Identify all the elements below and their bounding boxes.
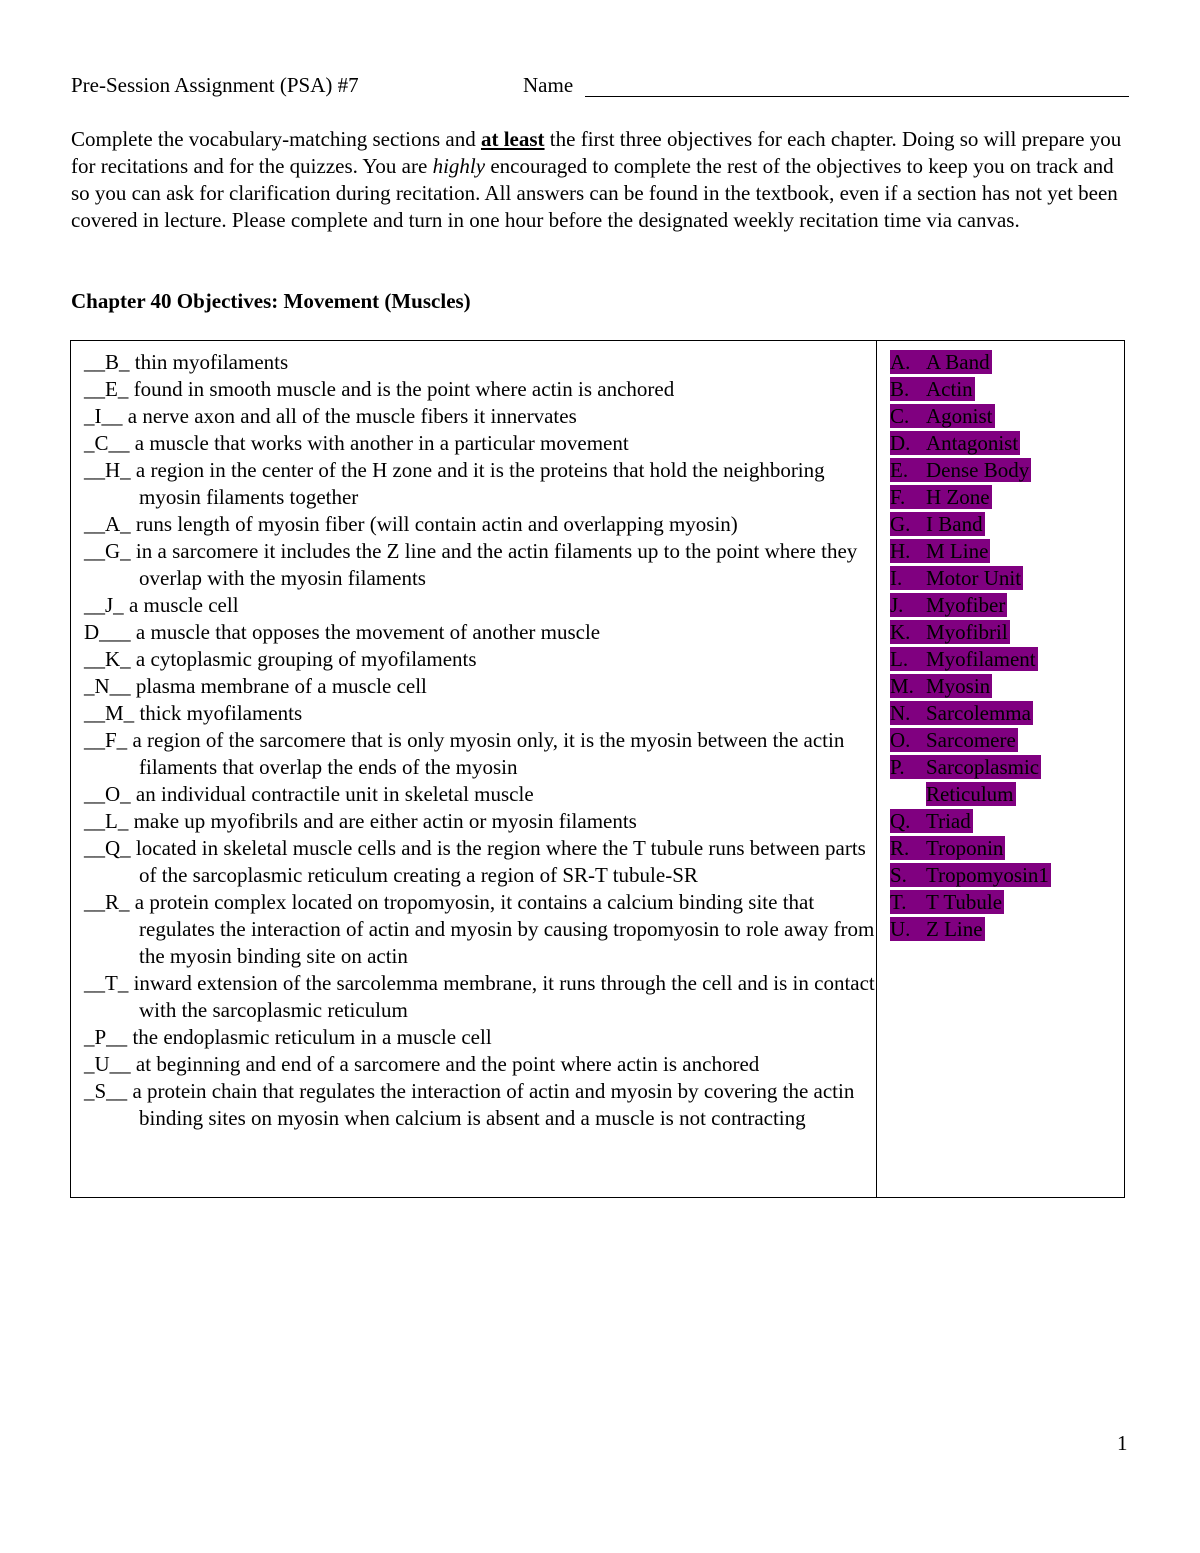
answer-blank[interactable]: __B_ (84, 350, 130, 374)
definition-text: a nerve axon and all of the muscle fibers it innervates (127, 404, 577, 428)
definition-item (84, 646, 876, 673)
term-option (890, 619, 1124, 646)
term-highlight (890, 404, 995, 428)
answer-blank[interactable]: __G_ (84, 539, 131, 563)
answer-blank[interactable]: __A_ (84, 512, 131, 536)
term-label: Z Line (926, 917, 983, 941)
term-option (890, 862, 1124, 889)
term-label: Actin (926, 377, 973, 401)
term-highlight (890, 377, 975, 401)
definition-text: inward extension of the sarcolemma membrane, it runs through the cell and is in contact with the sarcoplasmic reticulum (133, 971, 875, 1022)
definition-text: runs length of myosin fiber (will contain actin and overlapping myosin) (135, 512, 738, 536)
definition-item (84, 727, 876, 781)
answer-blank[interactable]: _I__ (84, 404, 123, 428)
definition-text: plasma membrane of a muscle cell (135, 674, 427, 698)
term-letter: M. (890, 674, 914, 698)
term-option (890, 565, 1124, 592)
term-highlight (890, 809, 973, 833)
page-number: 1 (1117, 1431, 1128, 1455)
definition-item (84, 403, 876, 430)
definition-item (84, 349, 876, 376)
answer-blank[interactable]: __M_ (84, 701, 135, 725)
definition-item (84, 1024, 876, 1051)
term-label: Myofibril (926, 620, 1008, 644)
assignment-title: Pre-Session Assignment (PSA) #7 (71, 73, 359, 97)
definition-text: a region of the sarcomere that is only myosin only, it is the myosin between the actin filaments that overlap the ends of the myosin (132, 728, 845, 779)
term-label: Myofilament (926, 647, 1036, 671)
term-letter: C. (890, 404, 910, 428)
term-option (890, 754, 1124, 781)
definition-item (84, 619, 876, 646)
definition-text: in a sarcomere it includes the Z line and the actin filaments up to the point where they overlap with the myosin filaments (135, 539, 858, 590)
answer-blank[interactable]: _P__ (84, 1025, 128, 1049)
definition-text: thin myofilaments (134, 350, 289, 374)
header (71, 72, 1129, 102)
definition-text: found in smooth muscle and is the point where actin is anchored (133, 377, 675, 401)
term-label: Sarcoplasmic (926, 755, 1040, 779)
term-letter: L. (890, 647, 909, 671)
definition-text: make up myofibrils and are either actin or myosin filaments (133, 809, 637, 833)
term-letter: R. (890, 836, 910, 860)
term-label: Sarcomere (926, 728, 1016, 752)
term-label: A Band (926, 350, 990, 374)
term-label: Agonist (926, 404, 993, 428)
definition-item (84, 889, 876, 970)
term-label: Antagonist (926, 431, 1019, 455)
definition-item (84, 511, 876, 538)
term-letter: A. (890, 350, 911, 374)
term-option (890, 376, 1124, 403)
definition-text: a protein complex located on tropomyosin, it contains a calcium binding site that regulates the interaction of actin and myosin by causing tropomyosin to role away from the myosin binding site on actin (134, 890, 875, 968)
term-letter: G. (890, 512, 911, 536)
definition-item (84, 592, 876, 619)
vocabulary-table (70, 340, 1126, 1200)
term-option (890, 403, 1124, 430)
definition-item (84, 457, 876, 511)
definition-text: at beginning and end of a sarcomere and the point where actin is anchored (135, 1052, 760, 1076)
term-highlight (890, 458, 1031, 482)
term-label-continued: Reticulum (926, 782, 1014, 806)
term-highlight (890, 863, 1051, 887)
definition-item (84, 538, 876, 592)
term-highlight (890, 485, 992, 509)
term-highlight (890, 917, 985, 941)
term-letter: O. (890, 728, 911, 752)
term-option-continued (890, 781, 1124, 808)
term-letter: J. (890, 593, 904, 617)
term-label: Sarcolemma (926, 701, 1031, 725)
term-option (890, 889, 1124, 916)
definition-item (84, 1078, 876, 1132)
term-letter: Q. (890, 809, 911, 833)
term-letter: U. (890, 917, 911, 941)
term-letter: T. (890, 890, 907, 914)
definition-text: a cytoplasmic grouping of myofilaments (135, 647, 477, 671)
term-letter: I. (890, 566, 903, 590)
definition-item (84, 781, 876, 808)
answer-blank[interactable]: D___ (84, 620, 131, 644)
term-option (890, 592, 1124, 619)
term-label: Triad (926, 809, 971, 833)
term-highlight (890, 566, 1023, 590)
instructions-part-3: encouraged to complete the rest of the objectives to keep you on track and so you can ask for clarification during recitation. All answers can be found in the textbook, even if a section has not yet been covered in lecture. Please complete and turn in one hour before the designated weekly recitation time via canvas. (71, 154, 1118, 232)
answer-blank[interactable]: __R_ (84, 890, 130, 914)
term-option (890, 511, 1124, 538)
term-label: Tropomyosin1 (926, 863, 1049, 887)
term-highlight (890, 674, 992, 698)
definition-text: a muscle that opposes the movement of another muscle (135, 620, 601, 644)
term-option (890, 457, 1124, 484)
definition-text: a muscle cell (128, 593, 239, 617)
definition-text: a muscle that works with another in a particular movement (134, 431, 629, 455)
definition-item (84, 673, 876, 700)
term-highlight (890, 728, 1018, 752)
definition-text: a region in the center of the H zone and it is the proteins that hold the neighboring myosin filaments together (135, 458, 825, 509)
instructions-italic: highly (432, 154, 486, 178)
definition-item (84, 700, 876, 727)
term-letter: K. (890, 620, 911, 644)
answer-blank[interactable]: _U__ (84, 1052, 131, 1076)
answer-blank[interactable]: _S__ (84, 1079, 128, 1103)
term-label: T Tubule (926, 890, 1003, 914)
answer-blank[interactable]: __Q_ (84, 836, 131, 860)
instructions-paragraph (71, 126, 1133, 234)
term-letter: E. (890, 458, 909, 482)
instructions-part-1: Complete the vocabulary-matching sections and (71, 127, 481, 151)
definition-item (84, 376, 876, 403)
term-letter: F. (890, 485, 906, 509)
answer-blank[interactable]: __J_ (84, 593, 124, 617)
definition-text: thick myofilaments (139, 701, 303, 725)
terms-column (877, 340, 1125, 1198)
term-option (890, 430, 1124, 457)
definition-item (84, 808, 876, 835)
term-label: Troponin (926, 836, 1004, 860)
term-highlight (890, 539, 990, 563)
term-letter: S. (890, 863, 907, 887)
definition-item (84, 1051, 876, 1078)
definition-item (84, 970, 876, 1024)
term-label: Myofiber (926, 593, 1006, 617)
term-option (890, 727, 1124, 754)
term-letter: P. (890, 755, 905, 779)
chapter-heading: Chapter 40 Objectives: Movement (Muscles) (71, 289, 471, 313)
answer-blank[interactable]: __H_ (84, 458, 131, 482)
term-label: Myosin (926, 674, 991, 698)
term-letter: D. (890, 431, 911, 455)
definitions-column (70, 340, 877, 1198)
term-highlight (890, 431, 1020, 455)
term-option (890, 349, 1124, 376)
answer-blank[interactable]: __L_ (84, 809, 129, 833)
answer-blank[interactable]: __O_ (84, 782, 131, 806)
term-highlight (890, 647, 1038, 671)
answer-blank[interactable]: __T_ (84, 971, 129, 995)
term-option (890, 835, 1124, 862)
term-label: Dense Body (926, 458, 1030, 482)
term-highlight (890, 836, 1005, 860)
name-blank-line (585, 96, 1129, 97)
name-label: Name (523, 73, 574, 97)
term-option (890, 700, 1124, 727)
term-option (890, 646, 1124, 673)
definition-text: the endoplasmic reticulum in a muscle cell (132, 1025, 492, 1049)
definition-text: located in skeletal muscle cells and is the region where the T tubule runs between parts of the sarcoplasmic reticulum creating a region of SR-T tubule-SR (135, 836, 866, 887)
term-label: Motor Unit (926, 566, 1022, 590)
definition-text: an individual contractile unit in skeletal muscle (135, 782, 534, 806)
term-option (890, 484, 1124, 511)
term-option (890, 673, 1124, 700)
term-letter: H. (890, 539, 911, 563)
instructions-part-2: the first three objectives for each chapter. Doing so will prepare you for recitations and for the quizzes. You are (71, 127, 1122, 178)
term-letter: B. (890, 377, 910, 401)
term-label: I Band (926, 512, 983, 536)
answer-blank[interactable]: _C__ (84, 431, 130, 455)
definition-item (84, 835, 876, 889)
term-letter: N. (890, 701, 911, 725)
definition-item (84, 430, 876, 457)
answer-blank[interactable]: __F_ (84, 728, 128, 752)
answer-blank[interactable]: _N__ (84, 674, 131, 698)
answer-blank[interactable]: __K_ (84, 647, 131, 671)
term-highlight (890, 620, 1010, 644)
term-option (890, 538, 1124, 565)
term-highlight (890, 593, 1007, 617)
term-highlight (890, 890, 1004, 914)
instructions-emphasis: at least (480, 127, 545, 151)
term-highlight (890, 512, 985, 536)
term-highlight (890, 755, 1041, 779)
term-option (890, 808, 1124, 835)
term-highlight (890, 350, 992, 374)
term-label: H Zone (926, 485, 990, 509)
term-label: M Line (926, 539, 989, 563)
definition-text: a protein chain that regulates the interaction of actin and myosin by covering the actin binding sites on myosin when calcium is absent and a muscle is not contracting (132, 1079, 855, 1130)
term-option (890, 916, 1124, 943)
term-highlight (890, 701, 1033, 725)
answer-blank[interactable]: __E_ (84, 377, 129, 401)
